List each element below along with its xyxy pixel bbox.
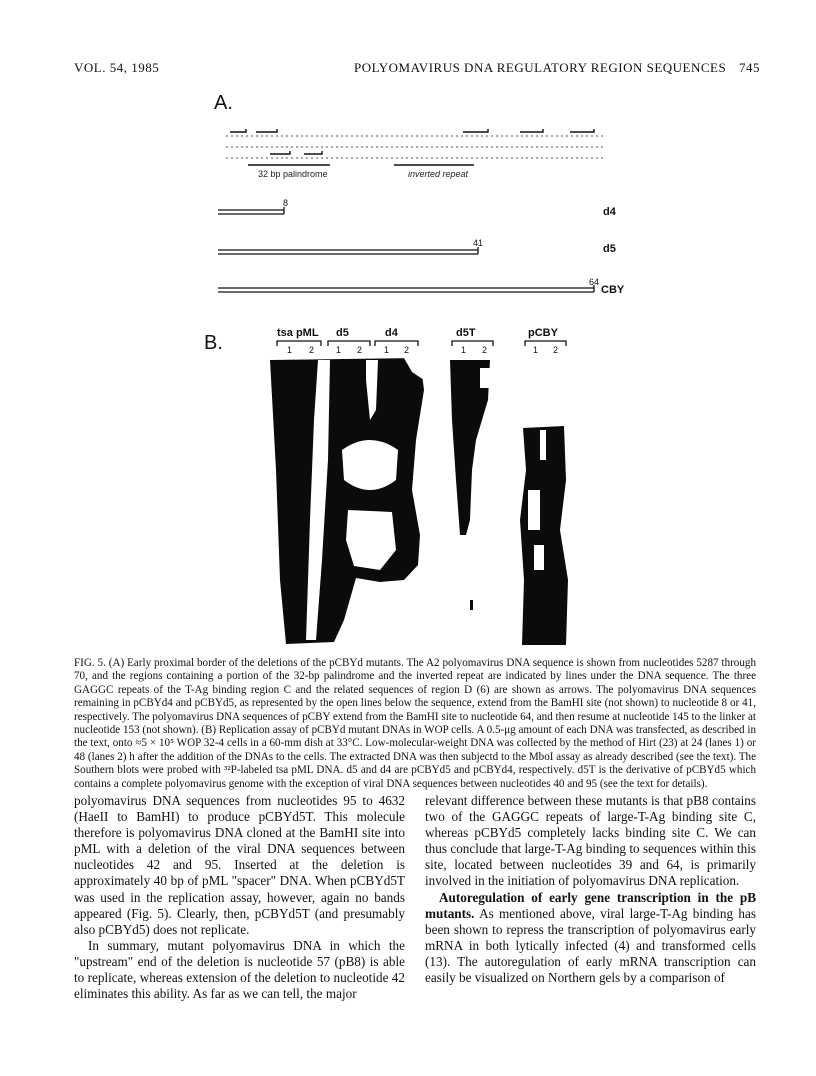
blot-d5t xyxy=(450,360,490,610)
d5-endpoint: 41 xyxy=(473,238,484,248)
right-paragraph-1: relevant difference between these mutants is that pB8 contains two of the GAGGC repeats of large-T-Ag binding site C, whereas pCBYd5 completely lacks binding site C. We can thus conclude that large-T-Ag binding to sequences within this site, located between nucleotides 39 and 64, is primarily involved in the initiation of polyomavirus DNA replication. xyxy=(425,793,756,889)
right-paragraph-2 xyxy=(425,890,756,987)
group-label-tsa-pml: tsa pML xyxy=(277,327,319,339)
lane-d5t-1: 1 xyxy=(461,345,467,355)
left-column xyxy=(74,793,405,1002)
lane-d5t-2: 2 xyxy=(482,345,488,355)
panel-b-label: B. xyxy=(204,332,223,354)
volume-label: VOL. 54, 1985 xyxy=(74,60,160,75)
running-header xyxy=(74,60,760,80)
blot-pcby xyxy=(520,426,568,645)
group-label-pcby: pCBY xyxy=(528,327,558,339)
lane-brackets xyxy=(277,341,566,346)
right-column xyxy=(425,793,756,986)
lane-d5-2: 2 xyxy=(357,345,363,355)
mutant-d5 xyxy=(218,238,616,255)
section-text: As mentioned above, viral large-T-Ag binding has been shown to repress the transcription of polyomavirus early mRNA in both lytically infected (4) and transformed cells (13). The autoregulation of early mRNA transcription can easily be visualized on Northern gels by a comparison of xyxy=(425,905,756,986)
mutant-d4 xyxy=(218,198,617,218)
left-paragraph-2: In summary, mutant polyomavirus DNA in which the "upstream" end of the deletion is nucleotide 57 (pB8) is able to replicate, whereas extension of the deletion to nucleotide 42 eliminates this ability. As far as we can tell, the major xyxy=(74,937,405,1002)
lane-d4-1: 1 xyxy=(384,345,390,355)
panel-b-blot xyxy=(0,320,816,650)
page-number: 745 xyxy=(739,60,760,75)
lane-d4-2: 2 xyxy=(404,345,410,355)
lane-tsa-1: 1 xyxy=(287,345,293,355)
lane-pcby-1: 1 xyxy=(533,345,539,355)
running-title: POLYOMAVIRUS DNA REGULATORY REGION SEQUENCES xyxy=(354,60,727,75)
palindrome-label: 32 bp palindrome xyxy=(258,169,328,179)
cby-label: CBY xyxy=(601,284,625,296)
figure-caption: FIG. 5. (A) Early proximal border of the deletions of the pCBYd mutants. The A2 polyomavirus DNA sequence is shown from nucleotides 5287 through 70, and the regions containing a portion of the 32-bp palindrome and the inverted repeat are indicated by lines under the DNA sequence. The three GAGGC repeats of the T-Ag binding region C and the related sequences of region D (6) are shown as arrows. The polyomavirus DNA sequences remaining in pCBYd4 and pCBYd5, as represented by the open lines below the sequence, extend from the BamHI site (not shown) to nucleotide 8 or 41, respectively. The polyomavirus DNA sequences of pCBY extend from the BamHI site to nucleotide 64, and then resume at nucleotide 145 to the linker at nucleotide 153 (not shown). (B) Replication assay of pCBYd mutant DNAs in WOP cells. A 0.5-μg amount of each DNA was transfected, as described in the text, onto ≈5 × 10⁵ WOP 32-4 cells in a 60-mm dish at 33°C. Low-molecular-weight DNA was collected by the method of Hirt (23) at 24 (lanes 1) or 48 (lanes 2) h after the addition of the DNAs to the cells. The extracted DNA was then subjectd to the MboI assay as already described (see the text). The Southern blots were probed with ³²P-labeled tsa pML DNA. d5 and d4 are pCBYd5 and pCBYd4, respectively. d5T is the derivative of pCBYd5 which contains a complete polyomavirus genome with the exception of viral DNA sequences between nucleotides 40 and 95 (see the text for details). xyxy=(74,657,756,790)
cby-endpoint: 64 xyxy=(589,277,600,287)
d4-label: d4 xyxy=(603,206,616,218)
group-label-d5t: d5T xyxy=(456,327,476,339)
lane-pcby-2: 2 xyxy=(553,345,559,355)
left-paragraph-1: polyomavirus DNA sequences from nucleotides 95 to 4632 (HaeII to BamHI) to produce pCBYd5T. This molecule therefore is polyomavirus DNA cloned at the BamHI site into pML with a deletion of the viral DNA sequences between nucleotides 42 and 95. Inserted at the deletion is approximately 40 bp of pML "spacer" DNA. When pCBYd5T was used in the replication assay, however, again no bands appeared (Fig. 5). Clearly, then, pCBYd5T (and presumably also pCBYd5) does not replicate. xyxy=(74,793,405,937)
lane-tsa-2: 2 xyxy=(309,345,315,355)
inverted-repeat-label: inverted repeat xyxy=(408,169,469,179)
d4-endpoint: 8 xyxy=(283,198,289,208)
group-label-d5: d5 xyxy=(336,327,349,339)
mutant-cby xyxy=(218,277,625,296)
panel-a-label: A. xyxy=(214,92,233,114)
lane-d5-1: 1 xyxy=(336,345,342,355)
blot-main-block xyxy=(270,358,424,644)
gaggc-arrows xyxy=(230,129,594,154)
section-heading: Autoregulation of early gene transcription in the pB mutants. xyxy=(425,889,756,921)
group-label-d4: d4 xyxy=(385,327,398,339)
d5-label: d5 xyxy=(603,243,616,255)
